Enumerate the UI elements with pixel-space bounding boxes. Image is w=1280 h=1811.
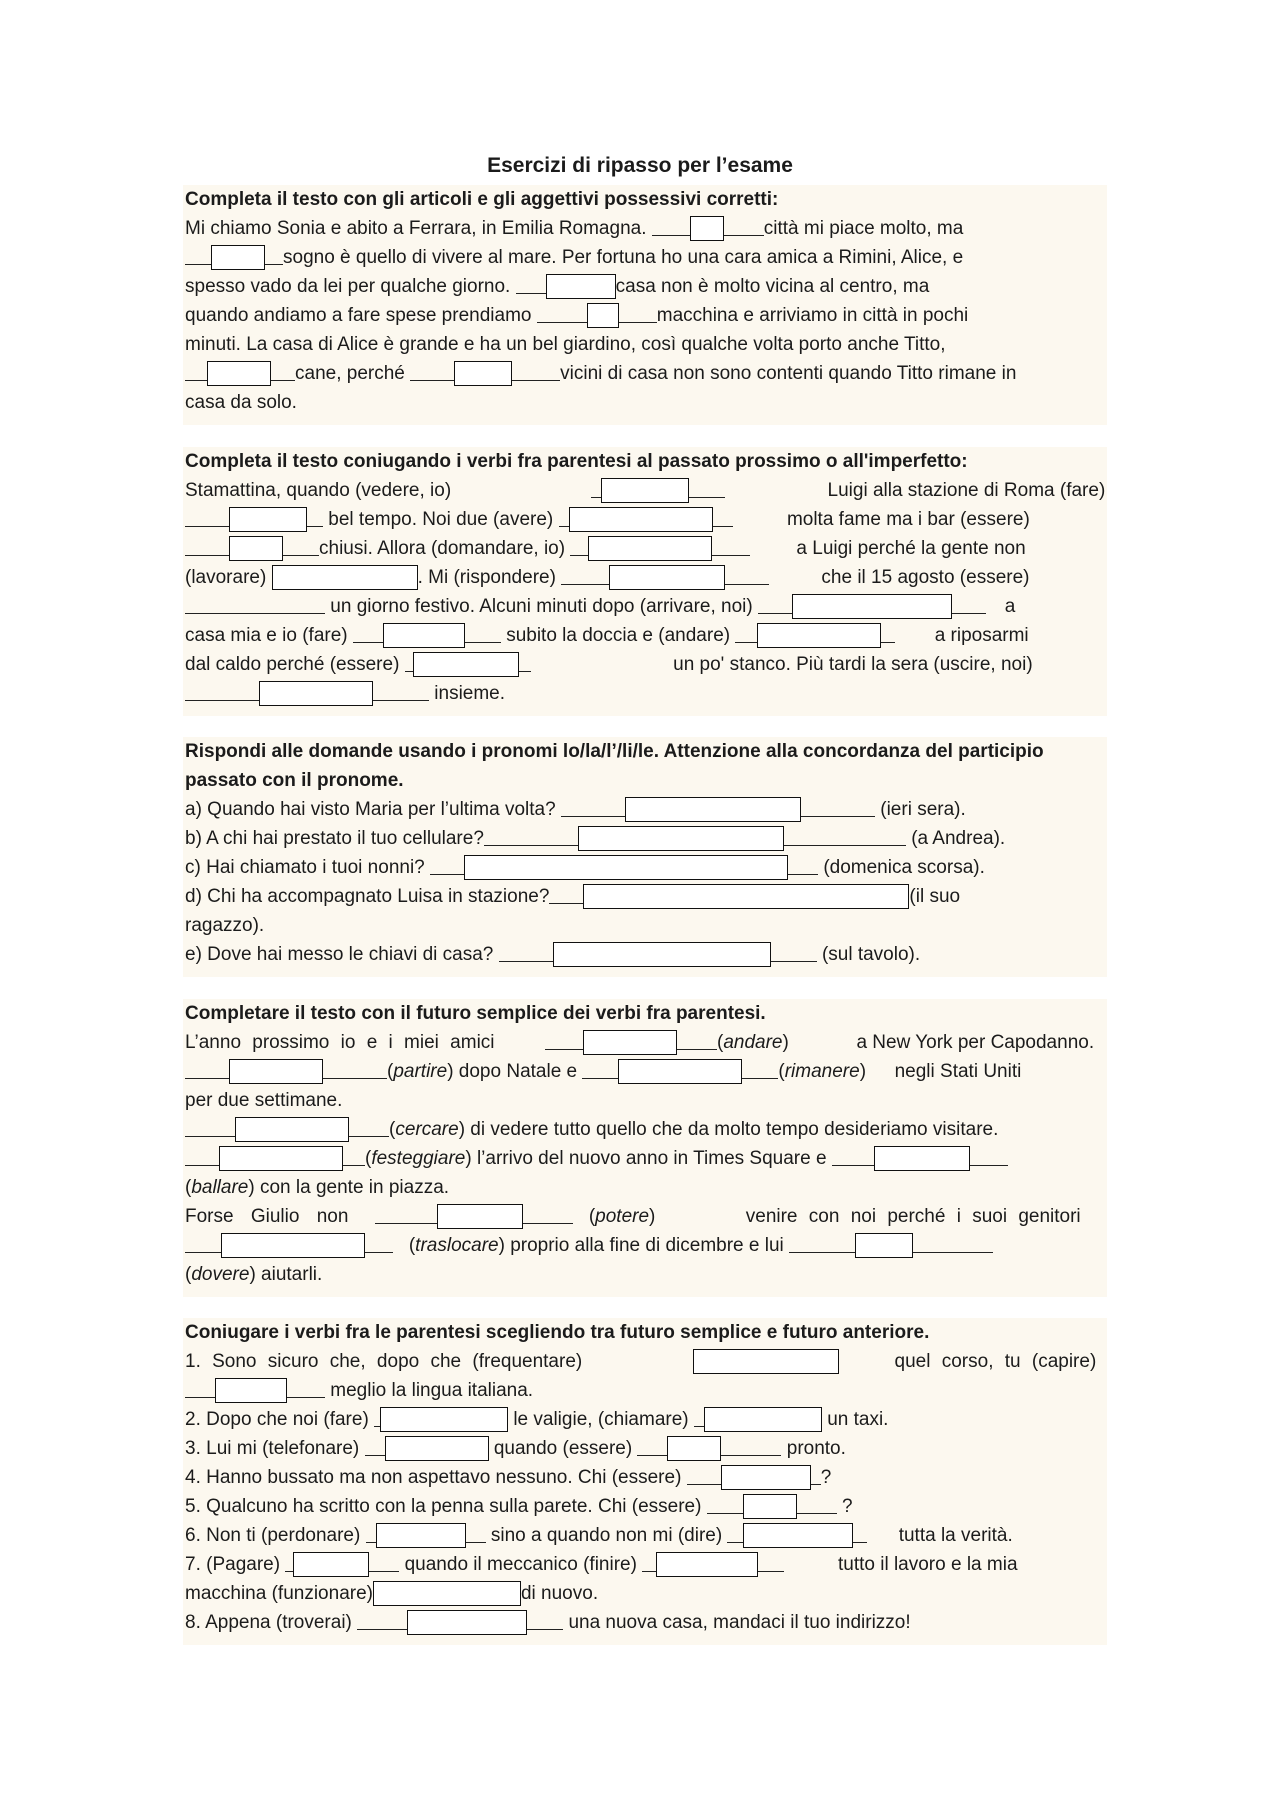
answer-box[interactable]: [656, 1552, 758, 1577]
answer-box[interactable]: [583, 884, 909, 909]
answer-box[interactable]: [743, 1494, 797, 1519]
answer-box[interactable]: [693, 1349, 839, 1374]
answer-box[interactable]: [215, 1378, 287, 1403]
exercise-heading: Coniugare i verbi fra le parentesi scegliendo tra futuro semplice e futuro anteriore.: [185, 1322, 930, 1343]
answer-box[interactable]: [235, 1117, 349, 1142]
answer-box[interactable]: [569, 507, 713, 532]
exercise-passato-imperfetto: [183, 447, 1107, 716]
exercise-futuro-anteriore: [183, 1318, 1107, 1645]
answer-box[interactable]: [229, 507, 307, 532]
answer-box[interactable]: [583, 1030, 677, 1055]
answer-box[interactable]: [259, 681, 373, 706]
answer-box[interactable]: [546, 274, 616, 299]
answer-box[interactable]: [229, 1059, 323, 1084]
answer-box[interactable]: [587, 303, 619, 328]
exercise-articles: [183, 185, 1107, 425]
answer-box[interactable]: [407, 1610, 527, 1635]
exercise-heading: Completare il testo con il futuro semplice dei verbi fra parentesi.: [185, 1003, 766, 1024]
answer-box[interactable]: [376, 1523, 466, 1548]
exercise-text: L’anno prossimo io e i miei amici (andare) a New York per Capodanno. (partire) dopo Natale e (rimanere) negli Stati Uniti per due settimane. (cercare) di vedere tutto quello che da molto tempo desideriamo visitare. (festeggiare) l’arrivo del nuovo anno in Times Square e (ballare) con la gente in piazza. Forse Giulio non (potere) venire con noi perché i suoi genitori (traslocare) proprio alla fine di dicembre e lui (dovere) aiutarli.: [185, 1032, 1095, 1285]
answer-box[interactable]: [704, 1407, 822, 1432]
answer-box[interactable]: [667, 1436, 721, 1461]
answer-box[interactable]: [221, 1233, 365, 1258]
answer-box[interactable]: [211, 245, 265, 270]
exercise-text: Stamattina, quando (vedere, io) Luigi alla stazione di Roma (fare) bel tempo. Noi due (avere) molta fame ma i bar (essere) chiusi. Allora (domandare, io) a Luigi perché la gente non (lavorare) . Mi (rispondere) che il 15 agosto (essere) un giorno festivo. Alcuni minuti dopo (arrivare, noi) a casa mia e io (fare) subito la doccia e (andare) a riposarmi dal caldo perché (essere) un po' stanco. Più tardi la sera (uscire, noi) insieme.: [185, 480, 1106, 704]
answer-box[interactable]: [601, 478, 689, 503]
answer-box[interactable]: [413, 652, 519, 677]
answer-box[interactable]: [383, 623, 465, 648]
answer-box[interactable]: [464, 855, 788, 880]
answer-box[interactable]: [618, 1059, 742, 1084]
answer-box[interactable]: [293, 1552, 369, 1577]
answer-box[interactable]: [373, 1581, 521, 1606]
answer-box[interactable]: [207, 361, 271, 386]
exercise-heading: Completa il testo con gli articoli e gli aggettivi possessivi corretti:: [185, 189, 779, 210]
answer-box[interactable]: [553, 942, 771, 967]
exercise-text: Mi chiamo Sonia e abito a Ferrara, in Emilia Romagna. città mi piace molto, ma sogno è quello di vivere al mare. Per fortuna ho una cara amica a Rimini, Alice, e spesso vado da lei per qualche giorno. casa non è molto vicina al centro, ma quando andiamo a fare spese prendiamo macchina e arriviamo in città in pochi minuti. La casa di Alice è grande e ha un bel giardino, così qualche volta porto anche Titto, cane, perché vicini di casa non sono contenti quando Titto rimane in casa da solo.: [185, 218, 1017, 413]
answer-box[interactable]: [690, 216, 724, 241]
exercise-heading: Completa il testo coniugando i verbi fra parentesi al passato prossimo o all'imperfetto:: [185, 451, 968, 472]
answer-box[interactable]: [625, 797, 801, 822]
answer-box[interactable]: [385, 1436, 489, 1461]
answer-box[interactable]: [609, 565, 725, 590]
answer-box[interactable]: [272, 565, 418, 590]
answer-box[interactable]: [454, 361, 512, 386]
answer-box[interactable]: [578, 826, 784, 851]
exercise-pronouns: [183, 737, 1107, 977]
answer-box[interactable]: [380, 1407, 508, 1432]
exercise-text: a) Quando hai visto Maria per l’ultima volta? (ieri sera). b) A chi hai prestato il tuo cellulare? (a Andrea). c) Hai chiamato i tuoi nonni? (domenica scorsa). d) Chi ha accompagnato Luisa in stazione? (il suo ragazzo). e) Dove hai messo le chiavi di casa? (sul tavolo).: [185, 799, 1006, 965]
answer-box[interactable]: [588, 536, 712, 561]
answer-box[interactable]: [874, 1146, 970, 1171]
answer-box[interactable]: [855, 1233, 913, 1258]
answer-box[interactable]: [757, 623, 881, 648]
exercise-futuro: [183, 999, 1107, 1297]
answer-box[interactable]: [437, 1204, 523, 1229]
exercise-text: 1. Sono sicuro che, dopo che (frequentare) quel corso, tu (capire) meglio la lingua italiana. 2. Dopo che noi (fare) le valigie, (chiamare) un taxi. 3. Lui mi (telefonare) quando (essere) pronto. 4. Hanno bussato ma non aspettavo nessuno. Chi (essere) ? 5. Qualcuno ha scritto con la penna sulla parete. Chi (essere) ? 6. Non ti (perdonare) sino a quando non mi (dire) tutta la verità. 7. (Pagare) quando il meccanico (finire) tutto il lavoro e la mia macchina (funzionare) di nuovo. 8. Appena (troverai) una nuova casa, mandaci il tuo indirizzo!: [185, 1351, 1097, 1633]
answer-box[interactable]: [792, 594, 952, 619]
answer-box[interactable]: [721, 1465, 811, 1490]
page-title: Esercizi di ripasso per l’esame: [487, 154, 793, 177]
answer-box[interactable]: [743, 1523, 853, 1548]
answer-box[interactable]: [229, 536, 283, 561]
exercise-heading: Rispondi alle domande usando i pronomi lo/la/l’/li/le. Attenzione alla concordanza del participio passato con il pronome.: [185, 741, 1044, 791]
answer-box[interactable]: [219, 1146, 343, 1171]
